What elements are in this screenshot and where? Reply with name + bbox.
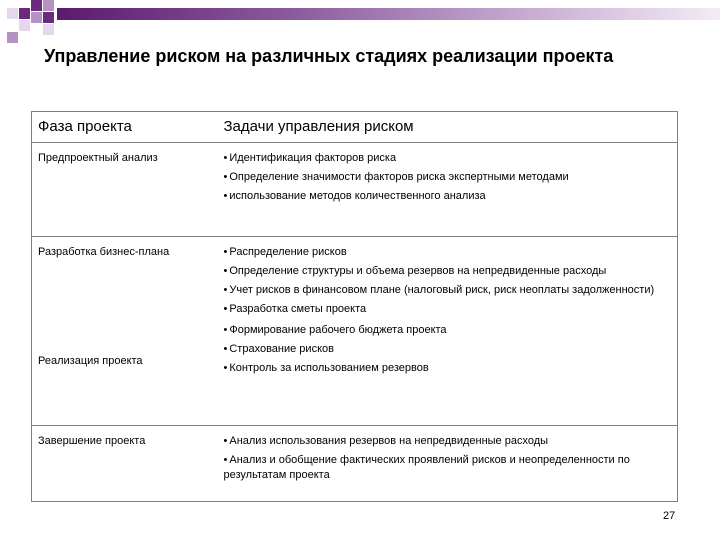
header-gradient-bar [57, 8, 720, 20]
header-phase: Фаза проекта [32, 112, 218, 143]
task-item: • Учет рисков в финансовом плане (налоговый риск, риск неоплаты задолженности) [224, 283, 670, 298]
header-tasks: Задачи управления риском [218, 112, 678, 143]
task-item: • Определение значимости факторов риска экспертными методами [224, 170, 670, 185]
tasks-cell [218, 237, 678, 426]
table-row [32, 237, 678, 426]
tasks-cell [218, 426, 678, 502]
decor-square [7, 8, 18, 19]
decor-square [19, 8, 30, 19]
task-item: • Идентификация факторов риска [224, 151, 670, 166]
task-item: • Страхование рисков [224, 342, 670, 357]
task-item: • Формирование рабочего бюджета проекта [224, 323, 670, 338]
decor-square [43, 24, 54, 35]
decor-square [7, 32, 18, 43]
phase-cell [32, 237, 218, 426]
table-header-row [32, 112, 678, 143]
page-number: 27 [663, 510, 676, 522]
phase-label: Разработка бизнес-плана [38, 246, 170, 258]
decor-square [31, 0, 42, 11]
task-item: • Анализ и обобщение фактических проявлений рисков и неопределенности по результатам проекта [224, 453, 670, 483]
task-item: • Анализ использования резервов на непредвиденные расходы [224, 434, 670, 449]
decor-square [43, 0, 54, 11]
table-row [32, 426, 678, 502]
task-item: • использование методов количественного анализа [224, 189, 670, 204]
phase-cell: Предпроектный анализ [32, 143, 218, 237]
phase-cell: Завершение проекта [32, 426, 218, 502]
phase-label: Реализация проекта [38, 355, 143, 367]
slide-title: Управление риском на различных стадиях реализации проекта [44, 46, 614, 66]
tasks-cell [218, 143, 678, 237]
task-item: • Контроль за использованием резервов [224, 361, 670, 376]
decor-square [19, 20, 30, 31]
decor-square [31, 12, 42, 23]
task-item: • Определение структуры и объема резервов на непредвиденные расходы [224, 264, 670, 279]
risk-table [31, 111, 678, 502]
decor-square [43, 12, 54, 23]
task-item: • Распределение рисков [224, 245, 670, 260]
task-item: • Разработка сметы проекта [224, 302, 670, 317]
table-row [32, 143, 678, 237]
